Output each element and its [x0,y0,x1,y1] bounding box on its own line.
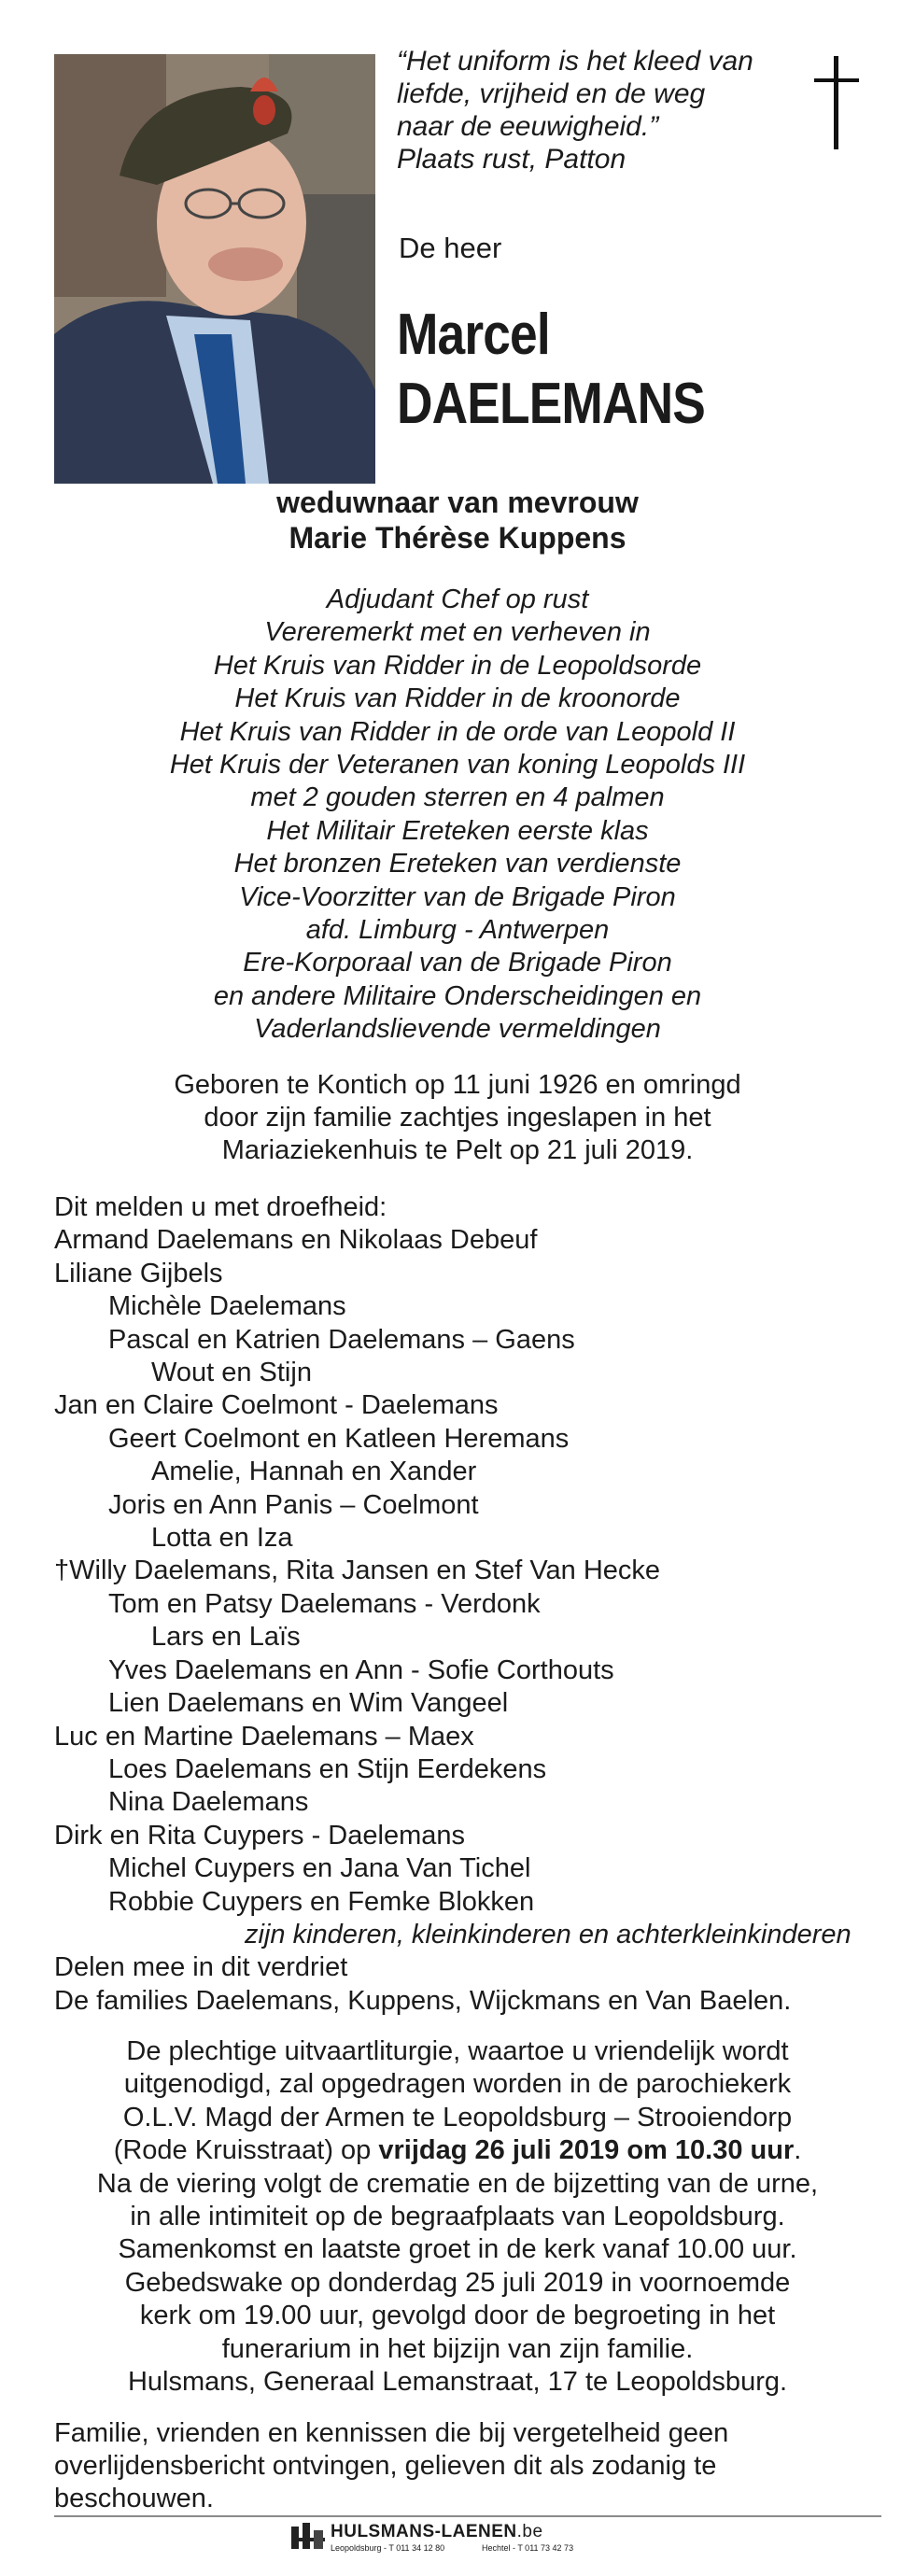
family-line: Robbie Cuypers en Femke Blokken [108,1886,535,1917]
family-line: Pascal en Katrien Daelemans – Gaens [108,1324,575,1355]
families-line: De families Daelemans, Kuppens, Wijckmans en Van Baelen. [54,1985,792,2016]
service-line: Samenkomst en laatste groet in de kerk vanaf 10.00 uur. [118,2234,797,2265]
honour-line: Vaderlandslievende vermeldingen [254,1014,661,1045]
family-line: Geert Coelmont en Katleen Heremans [108,1423,570,1454]
service-prefix: (Rode Kruisstraat) op [113,2135,379,2166]
birth-line: Geboren te Kontich op 11 juni 1926 en omringd [174,1070,741,1100]
service-line: kerk om 19.00 uur, gevolgd door de begroeting in het [139,2301,776,2331]
family-line: Jan en Claire Coelmont - Daelemans [54,1390,499,1421]
footer-divider [54,2515,881,2517]
service-line: O.L.V. Magd der Armen te Leopoldsburg – Strooiendorp [122,2102,793,2133]
funeral-service-notice [0,2035,915,2399]
family-line: Luc en Martine Daelemans – Maex [54,1721,474,1752]
honour-line: Ere-Korporaal van de Brigade Piron [243,948,672,978]
honours-list [0,584,915,1047]
footer-contact-leopoldsburg: Leopoldsburg - T 011 34 12 80 [331,2543,445,2553]
family-line: Dirk en Rita Cuypers - Daelemans [54,1820,465,1851]
honour-line: Het Kruis van Ridder in de kroonorde [234,683,681,714]
closing-line: Familie, vrienden en kennissen die bij vergetelheid geen [54,2418,729,2448]
cross-icon [810,56,863,149]
family-line: Lars en Laïs [151,1622,301,1653]
family-list [54,1191,866,2018]
honour-line: Adjudant Chef op rust [326,584,589,614]
closing-line: overlijdensbericht ontvingen, gelieven dit als zodanig te [54,2451,717,2481]
quote-line: “Het uniform is het kleed van [397,46,753,77]
family-line: Lien Daelemans en Wim Vangeel [108,1688,509,1719]
portrait-photo [54,54,375,484]
service-line: De plechtige uitvaartliturgie, waartoe u vriendelijk wordt [126,2036,789,2066]
spouse-name: Marie Thérèse Kuppens [289,521,626,555]
brand-suffix: .be [516,2522,543,2541]
family-line: Joris en Ann Panis – Coelmont [108,1489,479,1520]
funeral-home-brand [331,2522,543,2542]
honour-line: Het Kruis der Veteranen van koning Leopolds III [169,750,746,781]
family-line: Liliane Gijbels [54,1258,223,1288]
funeral-home-logo-icon [289,2521,327,2553]
family-line: Yves Daelemans en Ann - Sofie Corthouts [108,1654,614,1685]
quote-line: naar de eeuwigheid.” [397,111,659,142]
honour-line: en andere Militaire Onderscheidingen en [213,980,702,1011]
footer-contact-hechtel: Hechtel - T 011 73 42 73 [482,2543,574,2553]
portrait-illustration [54,54,375,484]
honorific: De heer [399,232,502,264]
quote-block [397,45,789,176]
closing-notice [54,2417,857,2515]
first-name: Marcel [397,303,550,367]
honour-line: met 2 gouden sterren en 4 palmen [250,782,665,813]
service-line: funerarium in het bijzijn van zijn familie. [221,2333,694,2364]
kin-relation: zijn kinderen, kleinkinderen en achterkleinkinderen [245,1919,852,1950]
birth-line: Mariaziekenhuis te Pelt op 21 juli 2019. [221,1135,694,1165]
honour-line: Het Kruis van Ridder in de orde van Leopold II [179,716,736,747]
widow-line: weduwnaar van mevrouw [276,486,639,519]
service-line: Gebedswake op donderdag 25 juli 2019 in voornoemde [124,2267,791,2298]
service-line-date [0,2134,915,2167]
honour-line: Het bronzen Ereteken van verdienste [233,849,682,880]
family-line: Wout en Stijn [151,1358,312,1388]
honour-line: afd. Limburg - Antwerpen [305,915,610,946]
birth-line: door zijn familie zachtjes ingeslapen in het [204,1103,711,1133]
honour-line: Vereremerkt met en verheven in [264,617,651,648]
honour-line: Vice-Voorzitter van de Brigade Piron [239,881,676,912]
share-grief-line: Delen mee in dit verdriet [54,1952,348,1983]
family-line: Michel Cuypers en Jana Van Tichel [108,1853,531,1884]
family-line: Armand Daelemans en Nikolaas Debeuf [54,1225,538,1256]
family-line: Lotta en Iza [151,1523,293,1554]
deceased-name [397,301,755,439]
widow-notice [0,485,915,556]
family-line: Amelie, Hannah en Xander [151,1457,477,1487]
service-datetime: vrijdag 26 juli 2019 om 10.30 uur [378,2135,795,2166]
family-line: Tom en Patsy Daelemans - Verdonk [108,1588,541,1619]
service-line: uitgenodigd, zal opgedragen worden in de parochiekerk [123,2069,792,2100]
birth-death-notice [0,1069,915,1167]
service-line: Hulsmans, Generaal Lemanstraat, 17 te Leopoldsburg. [127,2367,788,2398]
service-suffix: . [794,2135,802,2166]
service-line: in alle intimiteit op de begraafplaats van Leopoldsburg. [130,2202,785,2232]
family-line: Nina Daelemans [108,1787,309,1818]
family-intro: Dit melden u met droefheid: [54,1192,387,1222]
honour-line: Het Kruis van Ridder in de Leopoldsorde [213,650,702,681]
last-name: DAELEMANS [397,372,705,436]
closing-line: beschouwen. [54,2484,214,2513]
quote-line: liefde, vrijheid en de weg [397,78,706,109]
brand-name: HULSMANS-LAENEN [331,2522,517,2541]
family-line: Loes Daelemans en Stijn Eerdekens [108,1753,547,1784]
family-line: †Willy Daelemans, Rita Jansen en Stef Van Hecke [54,1555,661,1586]
quote-line: Plaats rust, Patton [397,144,626,175]
service-line: Na de viering volgt de crematie en de bijzetting van de urne, [96,2168,819,2199]
family-line: Michèle Daelemans [108,1291,346,1322]
honour-line: Het Militair Ereteken eerste klas [266,815,649,846]
